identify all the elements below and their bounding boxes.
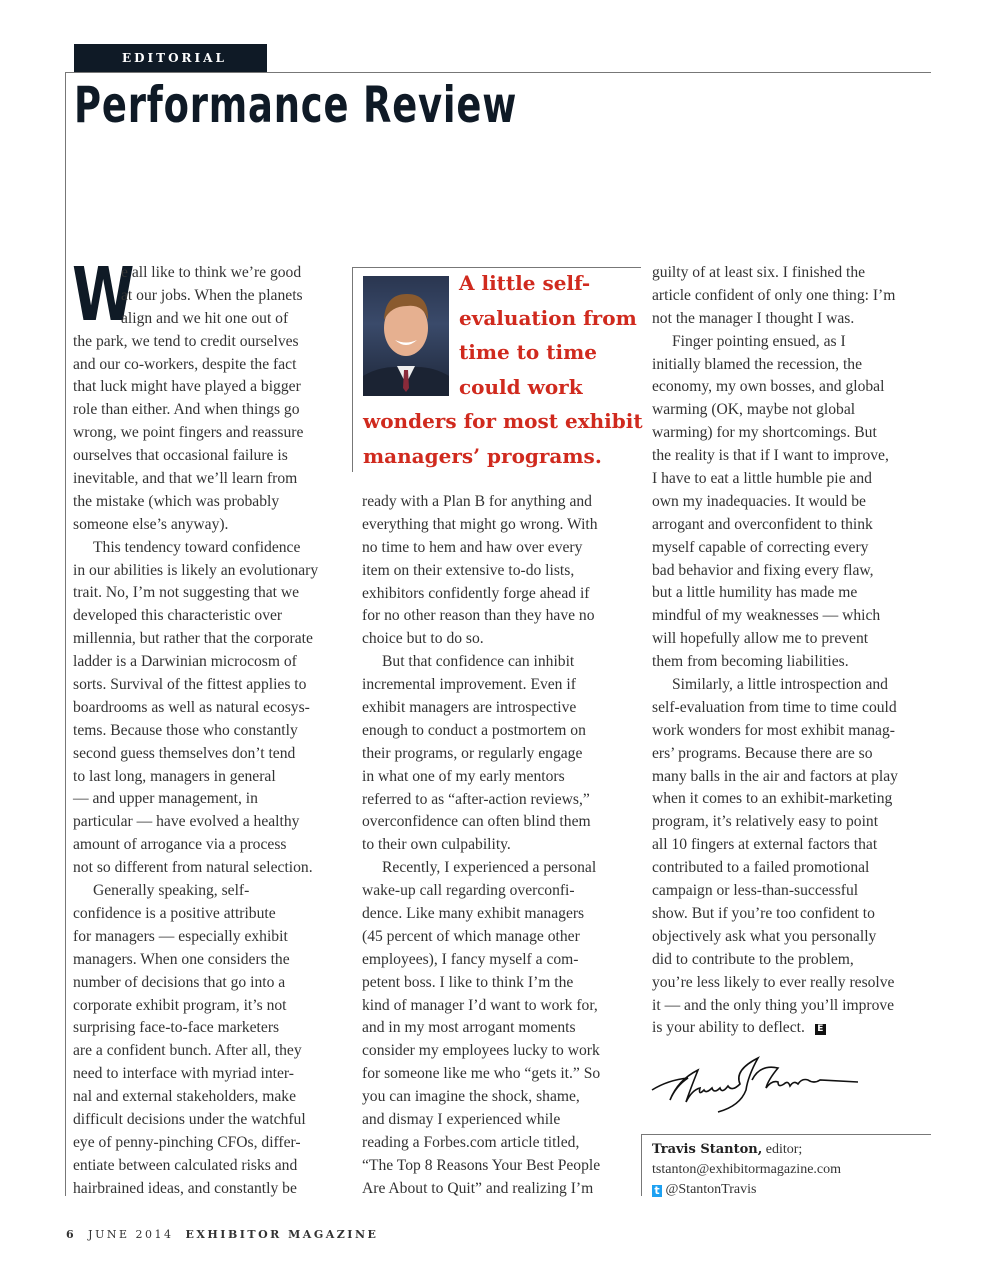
end-mark-icon: E — [815, 1024, 826, 1035]
byline — [652, 1140, 841, 1200]
twitter-handle: @StantonTravis — [665, 1182, 757, 1197]
author-name: Travis Stanton, — [652, 1142, 763, 1157]
text-line: ourselves that occasional failure is — [73, 447, 288, 465]
text-line: you can imagine the shock, shame, — [362, 1088, 580, 1106]
text-line: myself capable of correcting every — [652, 538, 869, 556]
text-line: work wonders for most exhibit manag- — [652, 721, 895, 739]
text-line: incremental improvement. Even if — [362, 676, 576, 694]
text-line: for no other reason than they have no — [362, 607, 595, 625]
text-line: ready with a Plan B for anything and — [362, 493, 592, 510]
text-line: Are About to Quit” and realizing I’m — [362, 1179, 594, 1197]
divider — [65, 72, 66, 1196]
text-line: you’re less likely to ever really resolve — [652, 973, 895, 991]
text-line: is your ability to deflect. E — [652, 1017, 937, 1040]
text-line: consider my employees lucky to work — [362, 1042, 600, 1060]
text-line: everything that might go wrong. With — [362, 515, 598, 533]
text-line: that luck might have played a bigger — [73, 378, 301, 396]
text-line: article confident of only one thing: I’m — [652, 286, 896, 304]
text-line: tems. Because those who constantly — [73, 721, 298, 739]
text-line: wake-up call regarding overconfi- — [362, 882, 575, 900]
text-line: eye of penny-pinching CFOs, differ- — [73, 1133, 301, 1151]
text-line: to last long, managers in general — [73, 767, 276, 785]
text-line: no time to hem and haw over every — [362, 538, 583, 556]
text-line: in our abilities is likely an evolutionary — [73, 561, 319, 579]
text-line: the reality is that if I want to improve, — [652, 447, 889, 465]
pull-quote-line: evaluation from — [459, 305, 637, 330]
text-line: warming) for my shortcomings. But — [652, 424, 877, 442]
text-line: referred to as “after-action reviews,” — [362, 790, 590, 808]
text-line: will hopefully allow me to prevent — [652, 630, 869, 648]
text-line: for managers — especially exhibit — [73, 927, 288, 945]
text-line: objectively ask what you personally — [652, 927, 877, 945]
text-line: Generally speaking, self- — [93, 882, 250, 900]
text-line: particular — have evolved a healthy — [73, 813, 300, 831]
text-line: item on their extensive to-do lists, — [362, 561, 575, 579]
text-line: entiate between calculated risks and — [73, 1156, 298, 1174]
text-line: ers’ programs. Because there are so — [652, 744, 873, 762]
text-line: own my inadequacies. It would be — [652, 492, 866, 510]
text-line: their programs, or regularly engage — [362, 744, 583, 762]
text-line: not the manager I thought I was. — [652, 309, 855, 327]
text-line: when it comes to an exhibit-marketing — [652, 790, 893, 808]
text-line: employees), I fancy myself a com- — [362, 950, 579, 968]
pull-quote-line: could work — [459, 374, 583, 399]
text-line: developed this characteristic over — [73, 607, 283, 625]
text-line: mindful of my weaknesses — which — [652, 607, 881, 625]
text-line: many balls in the air and factors at play — [652, 767, 898, 785]
page-footer — [66, 1228, 378, 1241]
article-column-1 — [72, 252, 358, 1201]
text-line: number of decisions that go into a — [73, 973, 286, 991]
text-line: show. But if you’re too confident to — [652, 904, 875, 922]
text-line: enough to conduct a postmortem on — [362, 721, 586, 739]
text-line: inevitable, and that we’ll learn from — [73, 470, 298, 488]
twitter-icon: t — [652, 1185, 662, 1197]
text-line: them from becoming liabilities. — [652, 653, 849, 671]
pull-quote — [363, 266, 643, 473]
text-line: need to interface with myriad inter- — [73, 1065, 294, 1083]
text-line: exhibitors confidently forge ahead if — [362, 584, 590, 602]
author-email[interactable]: tstanton@exhibitormagazine.com — [652, 1162, 842, 1177]
text-line: surprising face-to-face marketers — [73, 1019, 280, 1037]
pull-quote-line: time to time — [459, 340, 597, 364]
signature — [648, 1050, 863, 1125]
text-line: for someone like me who “gets it.” So — [362, 1065, 601, 1083]
text-line: nal and external stakeholders, make — [73, 1088, 296, 1106]
author-photo — [363, 276, 449, 396]
drop-cap: W — [72, 252, 135, 338]
text-line: program, it’s relatively easy to point — [652, 813, 879, 831]
author-role: editor; — [762, 1142, 803, 1157]
divider — [65, 72, 931, 73]
text-line: hairbrained ideas, and constantly be — [73, 1179, 297, 1197]
text-line: in what one of my early mentors — [362, 767, 565, 785]
text-line: and our co-workers, despite the fact — [73, 355, 297, 373]
text-line: did to contribute to the problem, — [652, 950, 854, 968]
text-line: are a confident bunch. After all, they — [73, 1042, 302, 1060]
text-line: and in my most arrogant moments — [362, 1019, 576, 1037]
text-line: the mistake (which was probably — [73, 492, 280, 510]
text-line: e all like to think we’re good — [121, 264, 302, 281]
text-line: guilty of at least six. I finished the — [652, 264, 866, 281]
text-line: but a little humility has made me — [652, 584, 858, 602]
text-line: Recently, I experienced a personal — [382, 859, 597, 877]
text-line: contributed to a failed promotional — [652, 859, 870, 877]
text-line: I have to eat a little humble pie and — [652, 470, 872, 488]
text-line: arrogant and overconfident to think — [652, 515, 873, 533]
text-line: ladder is a Darwinian microcosm of — [73, 653, 297, 671]
text-line: difficult decisions under the watchful — [73, 1110, 306, 1128]
author-twitter[interactable] — [652, 1180, 841, 1200]
page-title: Performance Review — [74, 76, 518, 134]
pull-quote-line: managers’ programs. — [363, 443, 602, 468]
text-line: warming (OK, maybe not global — [652, 401, 856, 419]
text-line: align and we hit one out of — [121, 309, 289, 327]
issue-date: JUNE 2014 — [88, 1228, 174, 1241]
text-line: managers. When one considers the — [73, 950, 290, 968]
text-line: kind of manager I’d want to work for, — [362, 996, 598, 1014]
page-number: 6 — [66, 1228, 77, 1241]
pull-quote-line: A little self- — [459, 271, 591, 295]
section-kicker: EDITORIAL — [74, 44, 267, 73]
text-line: role than either. And when things go — [73, 401, 300, 419]
text-line: wrong, we point fingers and reassure — [73, 424, 304, 442]
article-column-3 — [652, 262, 937, 1040]
text-line: self-evaluation from time to time could — [652, 698, 897, 716]
text-line: confidence is a positive attribute — [73, 904, 276, 922]
divider — [641, 1134, 931, 1135]
text-line: sorts. Survival of the fittest applies to — [73, 676, 307, 694]
text-line: “The Top 8 Reasons Your Best People — [362, 1156, 601, 1174]
text-line: it — and the only thing you’ll improve — [652, 996, 895, 1014]
text-line: Similarly, a little introspection and — [672, 676, 888, 694]
text-line: corporate exhibit program, it’s not — [73, 996, 287, 1014]
text-line: This tendency toward confidence — [93, 538, 301, 556]
text-line: — and upper management, in — [73, 790, 258, 808]
text-line: someone else’s anyway). — [73, 515, 229, 533]
text-line: Finger pointing ensued, as I — [672, 332, 846, 350]
text-line: millennia, but rather that the corporate — [73, 630, 313, 648]
text-line: exhibit managers are introspective — [362, 699, 577, 717]
pull-quote-line: wonders for most exhibit — [363, 409, 643, 433]
divider — [352, 267, 353, 472]
text-line: dence. Like many exhibit managers — [362, 905, 585, 923]
text-line: all 10 fingers at external factors that — [652, 836, 878, 854]
text-line: initially blamed the recession, the — [652, 355, 863, 373]
text-line: choice but to do so. — [362, 630, 484, 648]
text-line: overconfidence can often blind them — [362, 813, 591, 831]
text-line: campaign or less-than-successful — [652, 882, 859, 900]
text-line: petent boss. I like to think I’m the — [362, 973, 574, 991]
divider — [641, 1134, 642, 1196]
article-column-2 — [362, 491, 647, 1201]
text-line: economy, my own bosses, and global — [652, 378, 885, 396]
text-line: (45 percent of which manage other — [362, 927, 580, 945]
text-line: bad behavior and fixing every flaw, — [652, 561, 874, 579]
text-line: But that confidence can inhibit — [382, 653, 575, 671]
text-line: amount of arrogance via a process — [73, 836, 287, 854]
text-line: reading a Forbes.com article titled, — [362, 1133, 580, 1151]
text-line: at our jobs. When the planets — [121, 286, 303, 304]
text-line: trait. No, I’m not suggesting that we — [73, 584, 300, 602]
text-line: not so different from natural selection. — [73, 859, 313, 877]
text-line: second guess themselves don’t tend — [73, 744, 296, 762]
text-line: boardrooms as well as natural ecosys- — [73, 698, 310, 716]
text-line: and dismay I experienced while — [362, 1111, 561, 1129]
publication-name: EXHIBITOR MAGAZINE — [185, 1228, 379, 1241]
text-line: to their own culpability. — [362, 836, 511, 854]
text-line: the park, we tend to credit ourselves — [73, 332, 299, 350]
